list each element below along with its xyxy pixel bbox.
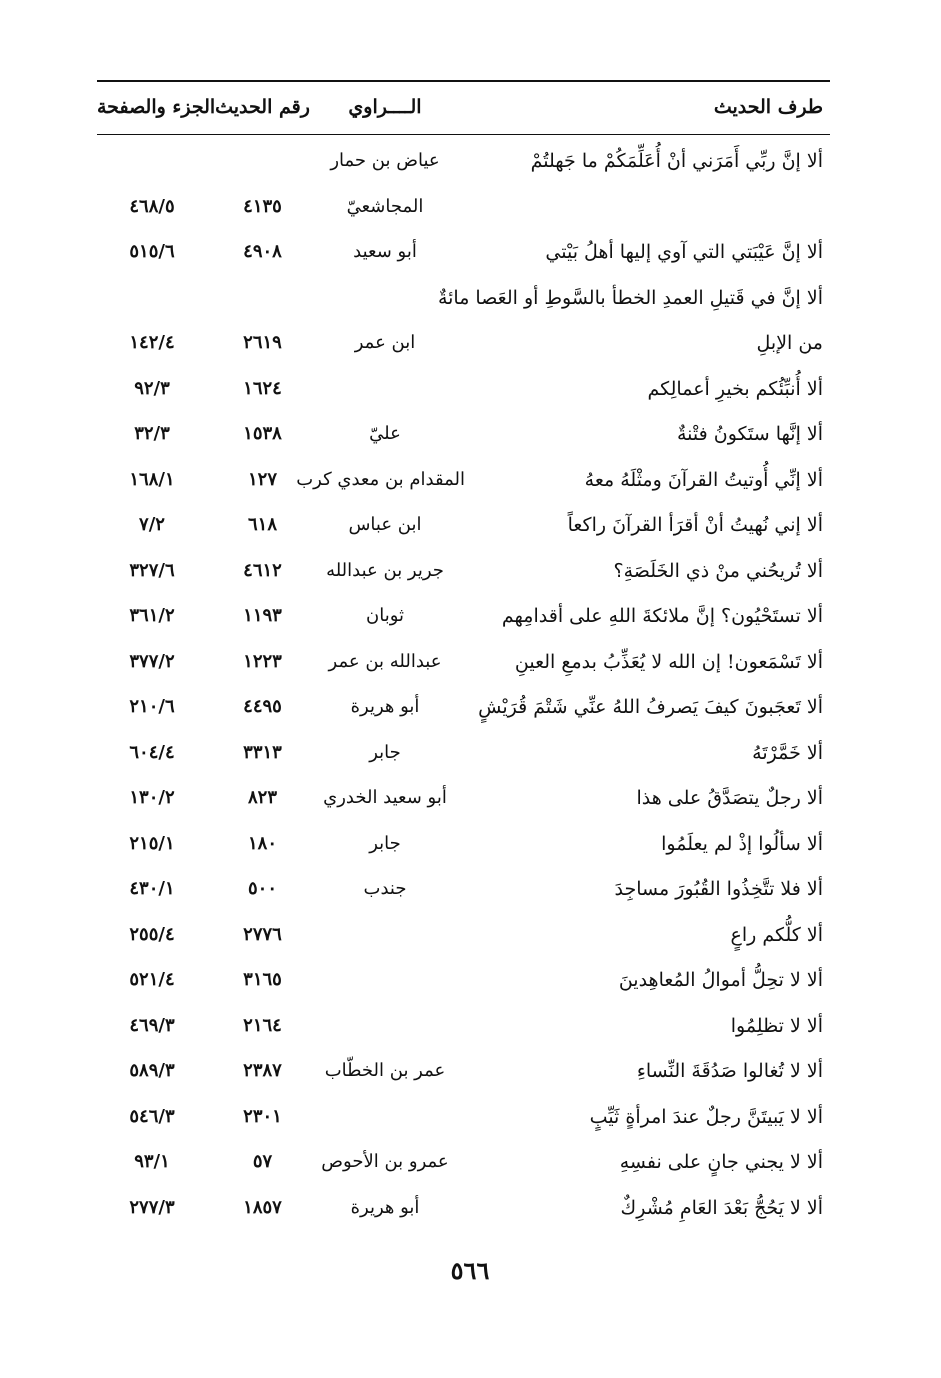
hadith-number: ٦١٨ (247, 514, 277, 535)
table-row (0, 917, 941, 963)
table-row (0, 1099, 941, 1145)
header-hadith: طرف الحديث (713, 96, 823, 118)
volume-page: ١٦٨/١ (129, 468, 175, 490)
table-row (0, 507, 941, 553)
volume-page: ٢١٠/٦ (129, 696, 175, 717)
narrator (305, 917, 465, 963)
hadith-text: ألا تستَحْيُون؟ إنَّ ملائكةَ اللهِ على أقدامِهم (501, 605, 823, 627)
hadith-text: ألا فلا تتَّخِذُوا القُبُورَ مساجِدَ (614, 878, 823, 900)
table-row (0, 780, 941, 826)
table-row (0, 416, 941, 462)
table-row (0, 234, 941, 280)
table-row (0, 143, 941, 189)
narrator: جابر (369, 832, 401, 854)
hadith-number (215, 280, 310, 326)
table-row (0, 644, 941, 690)
volume-page: ٧/٢ (139, 514, 165, 535)
hadith-number: ٤٦١٢ (243, 559, 282, 581)
hadith-number: ٨٢٣ (247, 787, 277, 808)
hadith-number: ٢٣٠١ (243, 1105, 282, 1127)
hadith-text: ألا تُريحُني منْ ذي الخَلَصَةِ؟ (613, 559, 823, 582)
table-row (0, 1008, 941, 1054)
hadith-number: ١١٩٣ (243, 605, 282, 626)
narrator: أبو سعيد (353, 241, 417, 262)
narrator: ثوبان (365, 605, 405, 626)
volume-page: ٩٣/١ (134, 1151, 170, 1172)
hadith-text: ألا تَعجَبونَ كيفَ يَصرفُ اللهُ عنِّي شَتْمَ قُرَيْشٍ (478, 696, 823, 718)
hadith-text: ألا لا تُغالوا صَدُقَةَ النِّساءِ (636, 1060, 823, 1082)
hadith-number (215, 143, 310, 189)
narrator (305, 1099, 465, 1145)
narrator: أبو هريرة (350, 696, 420, 717)
header-volume-page: الجزء والصفحة (97, 96, 216, 118)
table-row (0, 371, 941, 417)
volume-page: ٣٢٧/٦ (129, 559, 175, 581)
hadith-number: ٥٠٠ (247, 878, 277, 899)
table-row (0, 871, 941, 917)
hadith-text: ألا لا تظلِمُوا (730, 1014, 823, 1037)
narrator: المجاشعيّ (346, 195, 424, 217)
narrator (305, 1008, 465, 1054)
narrator: أبو سعيد الخدري (323, 787, 447, 808)
hadith-text: ألا إني نُهيتُ أنْ أقرَأ القرآنَ راكعاً (567, 514, 823, 536)
hadith-number: ٣٣١٣ (243, 741, 282, 763)
hadith-text: ألا إنَّ ربِّي أَمَرَني أنْ أُعَلِّمَكُمْ ما جَهلتُمْ (530, 150, 823, 172)
table-row (0, 689, 941, 735)
hadith-text: ألا إنَّ في قَتيلِ العمدِ الخطأ بالسَّوطِ أو العَصا مائةٌ (437, 286, 823, 309)
narrator: جرير بن عبدالله (326, 559, 444, 581)
hadith-text: ألا إنِّي أُوتيتُ القرآنَ ومثْلَهُ معهُ (584, 468, 823, 491)
hadith-text: ألا خَمَّرْتَهُ (752, 741, 823, 764)
volume-page: ٤٦٨/٥ (129, 195, 175, 217)
hadith-number: ١٢٢٣ (243, 650, 282, 672)
hadith-number: ١٨٥٧ (243, 1196, 282, 1218)
narrator: جندب (363, 878, 407, 899)
table-row (0, 826, 941, 872)
hadith-text: ألا كلُّكم راعٍ (730, 923, 823, 946)
volume-page: ٤٦٩/٣ (129, 1014, 175, 1036)
narrator: عمر بن الخطّاب (324, 1060, 446, 1081)
header-narrator: الــــراوي (348, 96, 422, 118)
volume-page: ٩٢/٣ (134, 377, 170, 399)
volume-page: ١٤٢/٤ (129, 332, 175, 353)
hadith-number: ١٢٧ (247, 468, 277, 490)
hadith-text: ألا لا تحِلُّ أموالُ المُعاهِدينَ (618, 969, 823, 991)
hadith-number: ١٨٠ (247, 832, 277, 854)
hadith-number: ٤٩٠٨ (243, 241, 282, 262)
hadith-text: ألا أُنبِّئُكم بخيرِ أعمالِكم (647, 377, 823, 400)
table-row (0, 735, 941, 781)
volume-page: ٢١٥/١ (129, 832, 175, 854)
volume-page: ٥١٥/٦ (129, 241, 175, 262)
header-rule (97, 134, 830, 135)
volume-page: ٣٧٧/٢ (129, 650, 175, 672)
volume-page: ٥٢١/٤ (129, 969, 175, 990)
volume-page (97, 143, 207, 189)
volume-page (97, 280, 207, 326)
hadith-number: ١٦٢٤ (243, 377, 282, 399)
table-row (0, 462, 941, 508)
table-row (0, 280, 941, 326)
hadith-text: من الإبلِ (756, 332, 823, 354)
table-row (0, 1144, 941, 1190)
hadith-text: ألا سألُوا إذْ لم يعلَمُوا (661, 832, 823, 855)
hadith-number: ٢٣٨٧ (243, 1060, 282, 1081)
hadith-number: ٢٧٧٦ (243, 923, 282, 945)
table-row (0, 962, 941, 1008)
hadith-text: ألا إنَّها ستَكونُ فتْنةٌ (677, 423, 823, 445)
narrator: ابن عمر (354, 332, 416, 353)
hadith-text: ألا رجلٌ يتصَدَّقُ على هذا (636, 787, 823, 809)
hadith-text: ألا لا يَبيتَنَّ رجلٌ عندَ امرأةٍ ثَيِّبٍ (589, 1105, 823, 1128)
narrator: عياض بن حمار (330, 150, 440, 171)
hadith-text: ألا تَسْمَعون! إن الله لا يُعَذِّبُ بدمعِ العينِ (514, 650, 823, 673)
volume-page: ١٣٠/٢ (129, 787, 175, 808)
table-row (0, 553, 941, 599)
hadith-number: ٢٦١٩ (243, 332, 282, 353)
hadith-number: ٤١٣٥ (243, 195, 282, 217)
narrator (305, 280, 465, 326)
top-rule (97, 80, 830, 82)
volume-page: ٣٢/٣ (134, 423, 170, 444)
hadith-number: ٢١٦٤ (243, 1014, 282, 1036)
table-row (0, 598, 941, 644)
hadith-number: ٤٤٩٥ (243, 696, 282, 717)
narrator: عبدالله بن عمر (328, 650, 442, 672)
volume-page: ٦٠٤/٤ (129, 741, 175, 763)
narrator: جابر (369, 741, 401, 763)
volume-page: ٥٤٦/٣ (129, 1105, 175, 1127)
narrator: أبو هريرة (350, 1196, 420, 1218)
volume-page: ٢٧٧/٣ (129, 1196, 175, 1218)
hadith-text: ألا لا يجني جانٍ على نفسِهِ (619, 1151, 823, 1173)
hadith-text: ألا إنَّ عَيْبَتي التي آوي إليها أهلُ بَيْتي (545, 241, 823, 263)
narrator: ابن عباس (348, 514, 422, 535)
table-row (0, 1053, 941, 1099)
volume-page: ٣٦١/٢ (129, 605, 175, 626)
volume-page: ٤٣٠/١ (129, 878, 175, 899)
volume-page: ٢٥٥/٤ (129, 923, 175, 945)
narrator: المقدام بن معدي كرب (296, 468, 465, 490)
narrator: عمرو بن الأحوص (321, 1151, 449, 1172)
header-number: رقم الحديث (215, 96, 310, 118)
hadith-number: ٥٧ (252, 1151, 273, 1172)
table-row (0, 189, 941, 235)
table-row (0, 325, 941, 371)
page-number: ٥٦٦ (450, 1256, 490, 1285)
narrator: عليّ (369, 423, 401, 444)
hadith-text: ألا لا يَحُجُّ بَعْدَ العَامِ مُشْرِكٌ (620, 1196, 823, 1219)
narrator (305, 962, 465, 1008)
narrator (305, 371, 465, 417)
hadith-number: ٣١٦٥ (243, 969, 282, 990)
hadith-number: ١٥٣٨ (243, 423, 282, 444)
table-row (0, 1190, 941, 1236)
hadith-index-table (0, 143, 941, 1235)
volume-page: ٥٨٩/٣ (129, 1060, 175, 1081)
